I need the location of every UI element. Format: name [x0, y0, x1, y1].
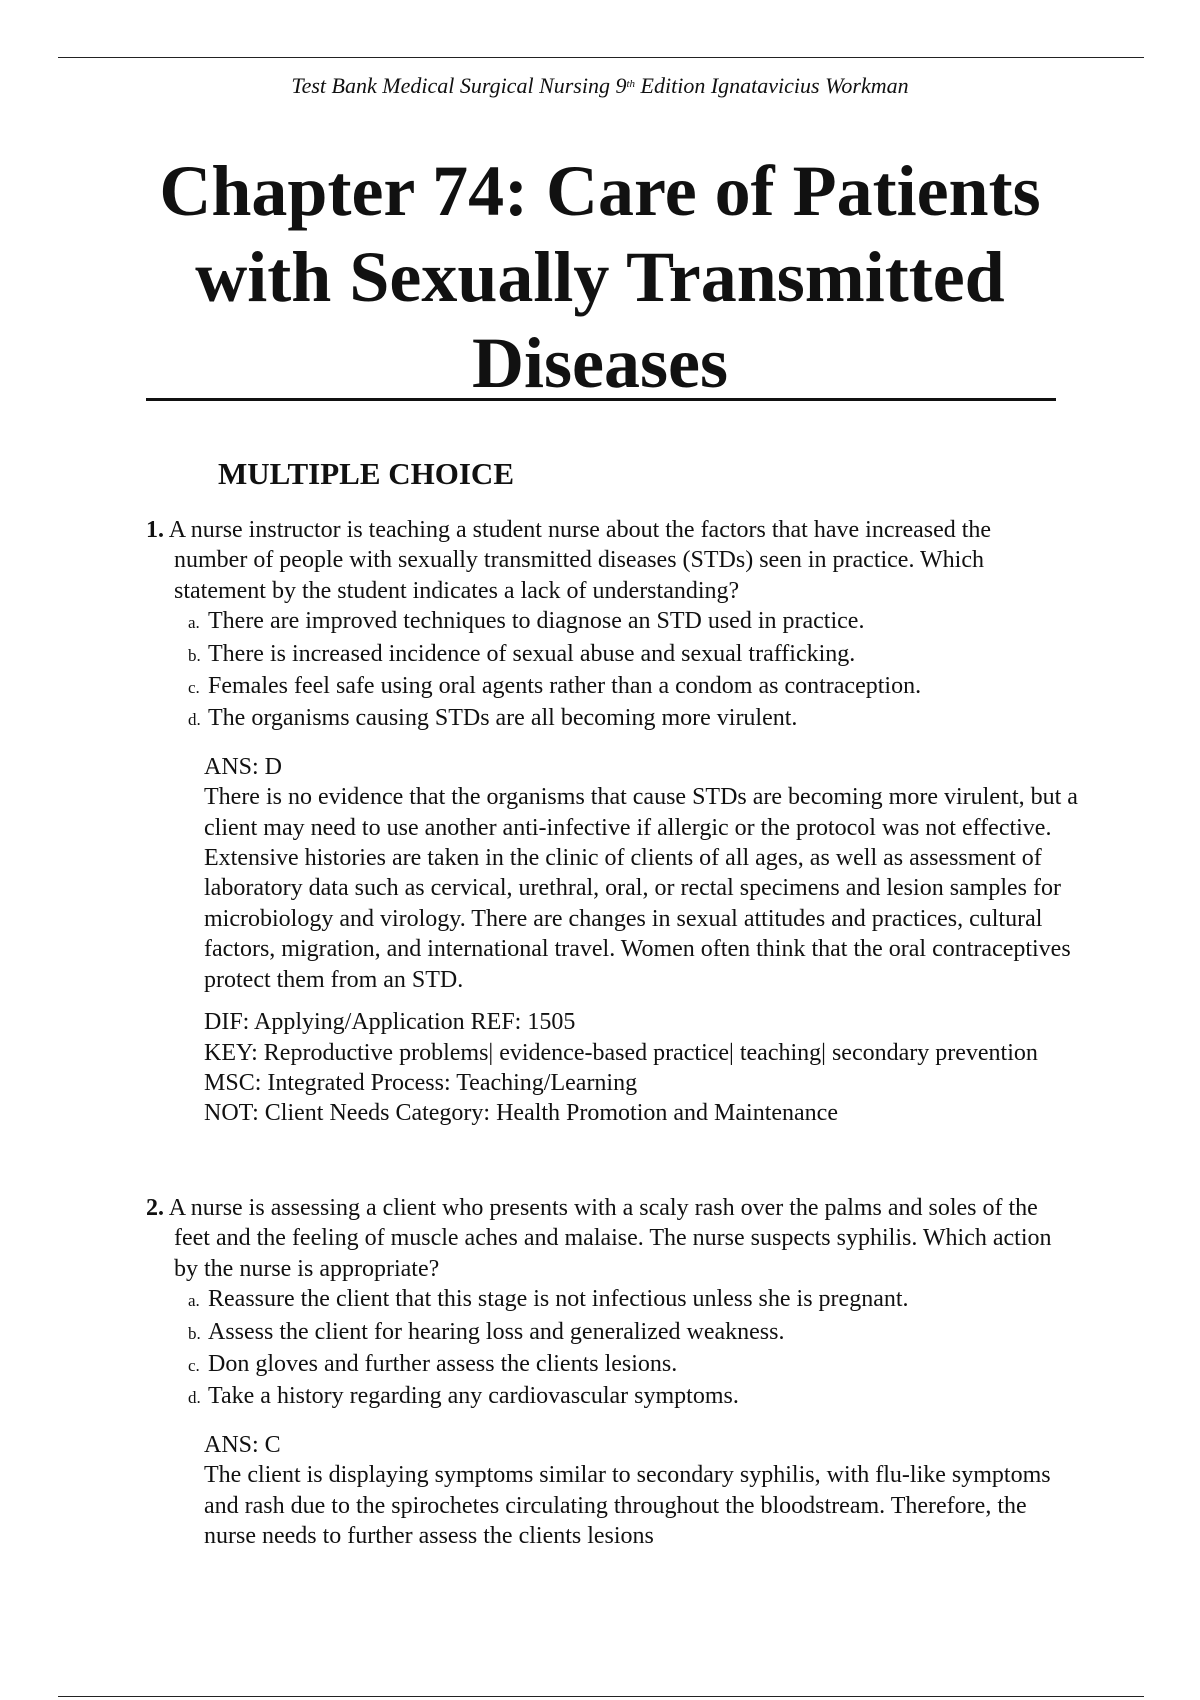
- answer-key: ANS: C: [204, 1431, 281, 1458]
- question-2: [146, 1193, 1066, 1551]
- keywords: KEY: Reproductive problems| evidence-based practice| teaching| secondary prevention MSC: Integrated Process: Teaching/Learning: [204, 1039, 1038, 1096]
- title-rule: [146, 398, 1056, 401]
- option-text: Don gloves and further assess the clients lesions.: [208, 1351, 678, 1378]
- option-text: Take a history regarding any cardiovascular symptoms.: [208, 1383, 739, 1410]
- question-stem: [146, 1193, 1066, 1284]
- running-header-title-post: Edition Ignatavicius Workman: [635, 73, 909, 98]
- rationale: There is no evidence that the organisms that cause STDs are becoming more virulent, but a client may need to use another anti-infective if allergic or the protocol was not effective. Extensive histories are taken in the clinic of clients of all ages, as well as assessment of laboratory data such as cervical, urethral, oral, or rectal specimens and lesion samples for microbiology and virology. There are changes in sexual attitudes and practices, cultural factors, migration, and international travel. Women often think that the oral contraceptives protect them from an STD.: [204, 784, 1078, 993]
- question-text: A nurse instructor is teaching a student nurse about the factors that have increased the number of people with sexually transmitted diseases (STDs) seen in practice. Which statement by the student indicates a lack of understanding?: [168, 517, 992, 604]
- chapter-title: Chapter 74: Care of Patients with Sexually Transmitted Diseases: [159, 151, 1041, 403]
- client-needs: NOT: Client Needs Category: Health Promotion and Maintenance: [204, 1100, 838, 1127]
- question-text: A nurse is assessing a client who presents with a scaly rash over the palms and soles of the feet and the feeling of muscle aches and malaise. The nurse suspects syphilis. Which action by the nurse is appropriate?: [168, 1195, 1052, 1282]
- option-letter: c.: [188, 1356, 200, 1376]
- answer-key: ANS: D: [204, 753, 283, 780]
- option-letter: d.: [188, 1388, 201, 1408]
- option-text: Reassure the client that this stage is not infectious unless she is pregnant.: [208, 1286, 909, 1313]
- question-stem: [146, 515, 1066, 606]
- option-d: [188, 703, 1066, 735]
- option-a: [188, 1284, 1066, 1316]
- option-text: Assess the client for hearing loss and generalized weakness.: [208, 1318, 785, 1345]
- bottom-rule: [58, 1696, 1144, 1697]
- option-b: [188, 1317, 1066, 1349]
- option-letter: a.: [188, 613, 200, 633]
- answer-options: [146, 606, 1066, 736]
- top-rule: [58, 57, 1144, 58]
- option-text: There is increased incidence of sexual abuse and sexual trafficking.: [208, 640, 856, 667]
- option-letter: d.: [188, 710, 201, 730]
- option-letter: c.: [188, 678, 200, 698]
- option-d: [188, 1381, 1066, 1413]
- option-text: There are improved techniques to diagnose an STD used in practice.: [208, 608, 865, 635]
- answer-block: [146, 1430, 1066, 1552]
- question-1: [146, 515, 1078, 1129]
- option-text: The organisms causing STDs are all becoming more virulent.: [208, 705, 798, 732]
- running-header-title-pre: Test Bank Medical Surgical Nursing 9: [291, 73, 627, 98]
- answer-options: [146, 1284, 1066, 1414]
- option-text: Females feel safe using oral agents rather than a condom as contraception.: [208, 673, 922, 700]
- rationale: The client is displaying symptoms similar to secondary syphilis, with flu-like symptoms and rash due to the spirochetes circulating throughout the bloodstream. Therefore, the nurse needs to further assess the clients lesions: [204, 1462, 1051, 1550]
- option-c: [188, 1349, 1066, 1381]
- section-heading: MULTIPLE CHOICE: [218, 456, 514, 491]
- answer-block: [146, 752, 1078, 1129]
- option-c: [188, 671, 1066, 703]
- question-number: 1.: [146, 517, 164, 543]
- option-letter: b.: [188, 645, 201, 665]
- difficulty-reference: DIF: Applying/Application REF: 1505: [204, 1009, 576, 1036]
- running-header: [0, 72, 1200, 100]
- question-number: 2.: [146, 1195, 164, 1221]
- option-b: [188, 639, 1066, 671]
- option-letter: b.: [188, 1323, 201, 1343]
- question-metadata: [204, 1007, 1084, 1129]
- option-a: [188, 606, 1066, 638]
- running-header-superscript: th: [626, 78, 636, 90]
- option-letter: a.: [188, 1291, 200, 1311]
